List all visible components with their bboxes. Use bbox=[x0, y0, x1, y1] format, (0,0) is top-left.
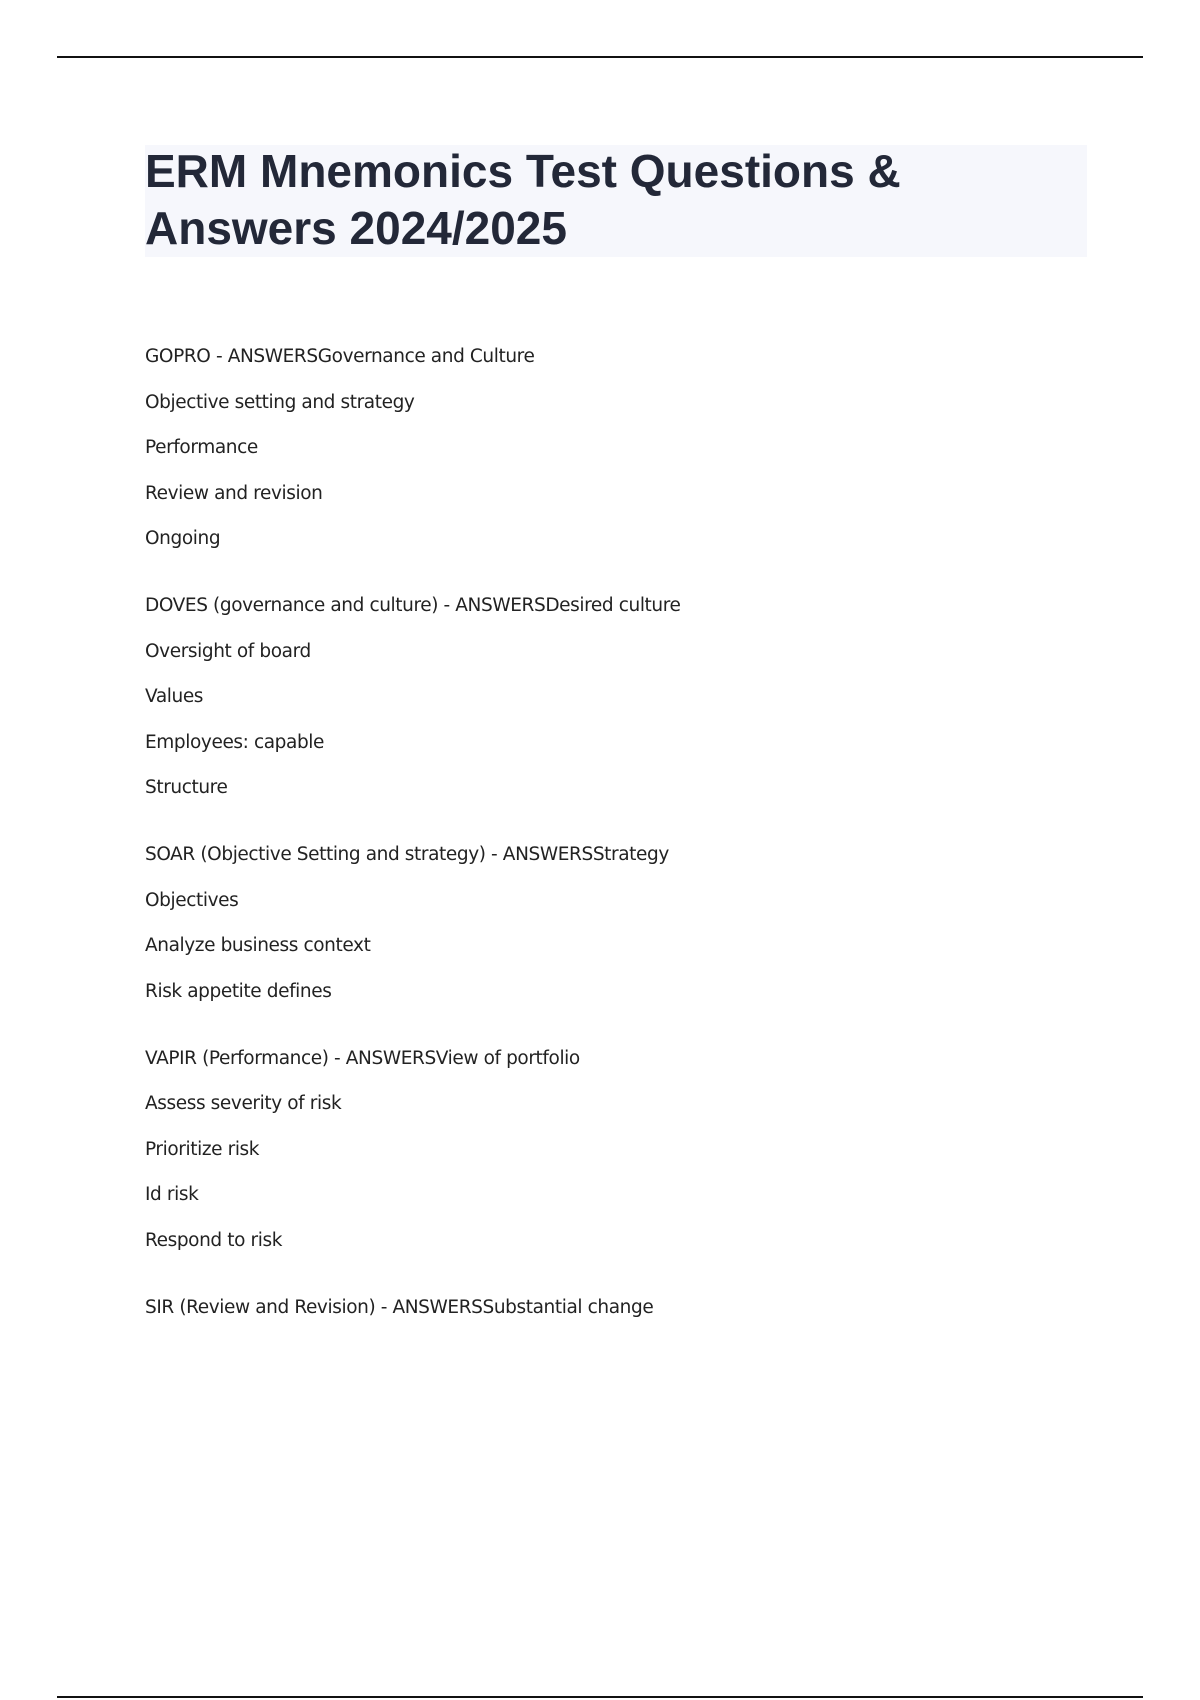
answer-line: Objective setting and strategy bbox=[145, 391, 415, 413]
answer-line: Prioritize risk bbox=[145, 1138, 260, 1160]
answer-line: Review and revision bbox=[145, 482, 323, 504]
question-line: VAPIR (Performance) - ANSWERSView of portfolio bbox=[145, 1047, 580, 1069]
answer-line: Structure bbox=[145, 777, 228, 798]
answer-line: Values bbox=[145, 686, 204, 707]
answer-line: Assess severity of risk bbox=[145, 1093, 342, 1114]
answer-line: Ongoing bbox=[145, 528, 221, 549]
answer-line: Objectives bbox=[145, 889, 239, 911]
answer-line: Respond to risk bbox=[145, 1229, 283, 1251]
qa-block-gopro bbox=[145, 346, 1085, 550]
answer-line: Analyze business context bbox=[145, 935, 371, 956]
question-line: DOVES (governance and culture) - ANSWERSDesired culture bbox=[145, 595, 681, 616]
bottom-rule bbox=[57, 1696, 1143, 1698]
qa-content bbox=[145, 346, 1085, 1364]
qa-block-doves bbox=[145, 595, 1085, 799]
answer-line: Oversight of board bbox=[145, 640, 311, 662]
document-title: ERM Mnemonics Test Questions & Answers 2024/2025 bbox=[145, 145, 901, 254]
question-line: SIR (Review and Revision) - ANSWERSSubstantial change bbox=[145, 1296, 654, 1318]
top-rule bbox=[57, 56, 1143, 58]
answer-line: Risk appetite defines bbox=[145, 980, 332, 1002]
answer-line: Id risk bbox=[145, 1184, 199, 1205]
answer-line: Employees: capable bbox=[145, 731, 325, 753]
question-line: SOAR (Objective Setting and strategy) - ANSWERSStrategy bbox=[145, 844, 669, 865]
qa-block-vapir bbox=[145, 1048, 1085, 1252]
qa-block-soar bbox=[145, 844, 1085, 1003]
qa-block-sir bbox=[145, 1297, 1085, 1319]
question-line: GOPRO - ANSWERSGovernance and Culture bbox=[145, 346, 535, 367]
answer-line: Performance bbox=[145, 437, 258, 458]
